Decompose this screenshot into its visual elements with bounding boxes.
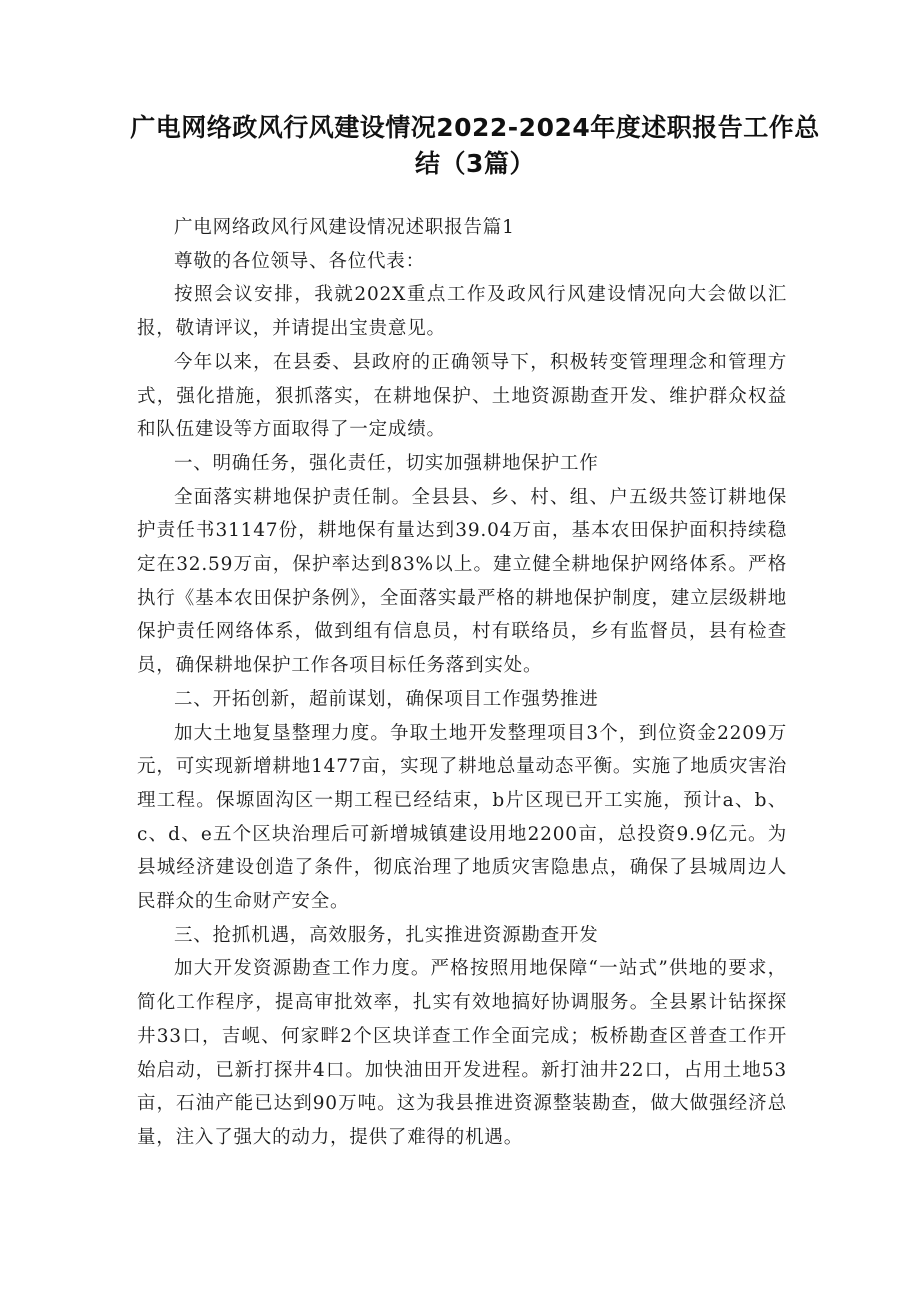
paragraph-overview: 今年以来，在县委、县政府的正确领导下，积极转变管理理念和管理方式，强化措施，狠抓落实，在耕地保护、土地资源勘查开发、维护群众权益和队伍建设等方面取得了一定成绩。 (137, 351, 787, 441)
document-title: 广电网络政风行风建设情况2022-2024年度述职报告工作总结（3篇） (130, 113, 820, 178)
section-heading-report-1: 广电网络政风行风建设情况述职报告篇1 (174, 217, 515, 238)
paragraph-section-2: 加大土地复垦整理力度。争取土地开发整理项目3个，到位资金2209万元，可实现新增耕地1477亩，实现了耕地总量动态平衡。实施了地质灾害治理工程。保塬固沟区一期工程已经结束，b片区现已开工实施，预计a、b、c、d、e五个区块治理后可新增城镇建设用地2200亩，总投资9.9亿元。为县城经济建设创造了条件，彻底治理了地质灾害隐患点，确保了县城周边人民群众的生命财产安全。 (137, 722, 787, 913)
salutation: 尊敬的各位领导、各位代表： (174, 250, 425, 272)
heading-section-3: 三、抢抓机遇，高效服务，扎实推进资源勘查开发 (174, 924, 599, 946)
heading-section-2: 二、开拓创新，超前谋划，确保项目工作强势推进 (174, 688, 599, 710)
paragraph-section-1: 全面落实耕地保护责任制。全县县、乡、村、组、户五级共签订耕地保护责任书31147份，耕地保有量达到39.04万亩，基本农田保护面积持续稳定在32.59万亩，保护率达到83%以上。建立健全耕地保护网络体系。严格执行《基本农田保护条例》，全面落实最严格的耕地保护制度，建立层级耕地保护责任网络体系，做到组有信息员，村有联络员，乡有监督员，县有检查员，确保耕地保护工作各项目标任务落到实处。 (137, 486, 787, 677)
document-body (137, 211, 787, 1155)
heading-section-1: 一、明确任务，强化责任，切实加强耕地保护工作 (174, 452, 599, 474)
paragraph-section-3: 加大开发资源勘查工作力度。严格按照用地保障“一站式”供地的要求，简化工作程序，提高审批效率，扎实有效地搞好协调服务。全县累计钻探探井33口，吉岘、何家畔2个区块详查工作全面完成；板桥勘查区普查工作开始启动，已新打探井4口。加快油田开发进程。新打油井22口，占用土地53亩，石油产能已达到90万吨。这为我县推进资源整装勘查，做大做强经济总量，注入了强大的动力，提供了难得的机遇。 (137, 958, 787, 1148)
paragraph-intro: 按照会议安排，我就202X重点工作及政风行风建设情况向大会做以汇报，敬请评议，并请提出宝贵意见。 (137, 284, 787, 340)
